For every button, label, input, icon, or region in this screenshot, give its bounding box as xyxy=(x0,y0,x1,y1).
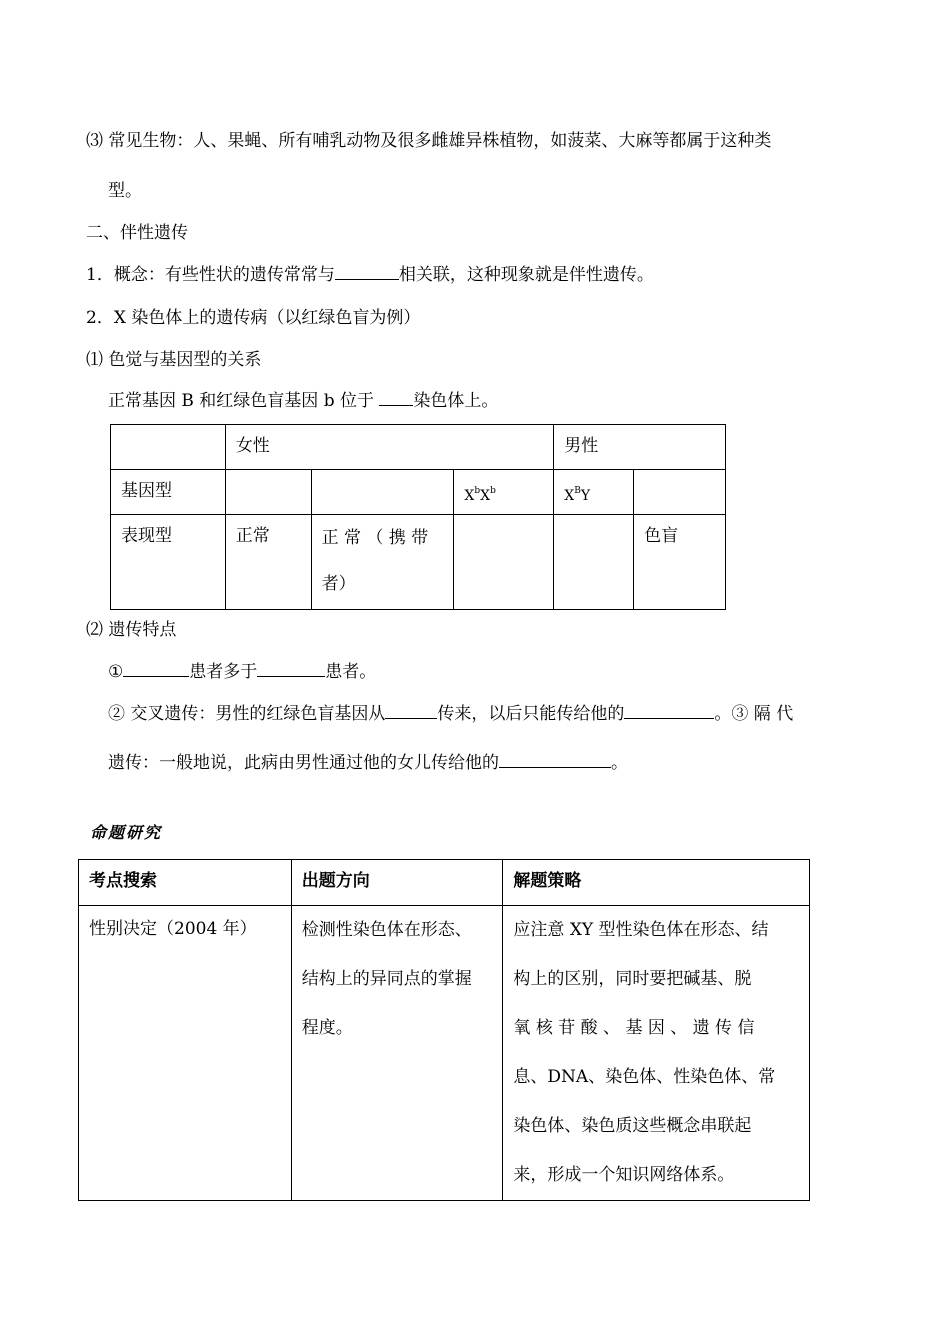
table-cell xyxy=(311,470,454,515)
cell-direction: 检测性染色体在形态、 结构上的异同点的掌握 程度。 xyxy=(291,906,503,1201)
feature-1-text: 患者多于 xyxy=(189,662,258,682)
phenotype-normal: 正常 xyxy=(225,515,311,610)
feature-3-end: 。 xyxy=(611,753,628,773)
feature-2-text-a: ② 交叉遗传：男性的红绿色盲基因从 xyxy=(108,704,386,724)
table-row xyxy=(111,515,726,610)
concept-text-post: 相关联，这种现象就是伴性遗传。 xyxy=(398,265,654,285)
genotype-label: 基因型 xyxy=(111,470,226,515)
cell-strategy: 应注意 XY 型性染色体在形态、结 构上的区别，同时要把碱基、脱 氧 核 苷 酸 、 基 因 、 遗 传 信 息、DNA、染色体、性染色体、常 染色体、染色质这些概念串联起 来，形成一个知识网络体系。 xyxy=(503,906,810,1201)
male-header: 男性 xyxy=(554,425,726,470)
header-exam-point: 考点搜索 xyxy=(79,860,292,906)
genotype-table xyxy=(110,424,726,610)
gene-text-post: 染色体上。 xyxy=(413,391,499,411)
blank-feature-1a xyxy=(123,662,189,677)
paragraph-type3-line1: ⑶ 常见生物：人、果蝇、所有哺乳动物及很多雌雄异株植物，如菠菜、大麻等都属于这种类 xyxy=(86,131,772,151)
concept-text-pre: 1．概念：有些性状的遗传常常与 xyxy=(86,265,335,285)
table-cell xyxy=(225,470,311,515)
x-disease-heading: 2．X 染色体上的遗传病（以红绿色盲为例） xyxy=(86,308,421,328)
feature-2 xyxy=(108,699,793,724)
table-cell xyxy=(554,515,634,610)
paragraph-type3-line2: 型。 xyxy=(108,181,142,201)
phenotype-label: 表现型 xyxy=(111,515,226,610)
subheading-2: ⑵ 遗传特点 xyxy=(86,620,177,640)
subheading-1: ⑴ 色觉与基因型的关系 xyxy=(86,350,262,370)
blank-chromosome xyxy=(379,391,413,406)
genotype-xby: $X^BY$ xyxy=(554,470,634,515)
table-row xyxy=(79,906,810,1201)
table-row xyxy=(111,470,726,515)
blank-feature-2b xyxy=(624,704,714,719)
phenotype-colorblind: 色盲 xyxy=(634,515,726,610)
genotype-xbxb: $X^bX^b$ xyxy=(454,470,554,515)
table-row xyxy=(79,860,810,906)
feature-1-end: 患者。 xyxy=(325,662,377,682)
section-title: 二、伴性遗传 xyxy=(86,223,188,243)
research-title: 命题研究 xyxy=(90,823,163,842)
feature-2-text-c: 。③ 隔 代 xyxy=(714,704,794,724)
feature-2-text-b: 传来，以后只能传给他的 xyxy=(437,704,625,724)
table-cell xyxy=(454,515,554,610)
header-direction: 出题方向 xyxy=(291,860,503,906)
phenotype-carrier: 正 常 （ 携 带 者） xyxy=(311,515,454,610)
blank-feature-3 xyxy=(499,753,611,768)
gene-text-pre: 正常基因 B 和红绿色盲基因 b 位于 xyxy=(108,391,374,411)
feature-3-text: 遗传：一般地说，此病由男性通过他的女儿传给他的 xyxy=(108,753,499,773)
research-table xyxy=(78,859,810,1201)
header-strategy: 解题策略 xyxy=(503,860,810,906)
feature-1-marker: ① xyxy=(108,662,124,682)
female-header: 女性 xyxy=(225,425,553,470)
concept-line xyxy=(86,260,654,285)
blank-concept xyxy=(335,265,399,280)
table-row xyxy=(111,425,726,470)
feature-1 xyxy=(108,657,376,682)
feature-3 xyxy=(108,748,628,773)
gene-location-line xyxy=(108,386,498,411)
table-cell xyxy=(634,470,726,515)
cell-exam-point: 性别决定（2004 年） xyxy=(79,906,292,1201)
blank-feature-2a xyxy=(385,704,437,719)
blank-feature-1b xyxy=(257,662,325,677)
table-cell xyxy=(111,425,226,470)
